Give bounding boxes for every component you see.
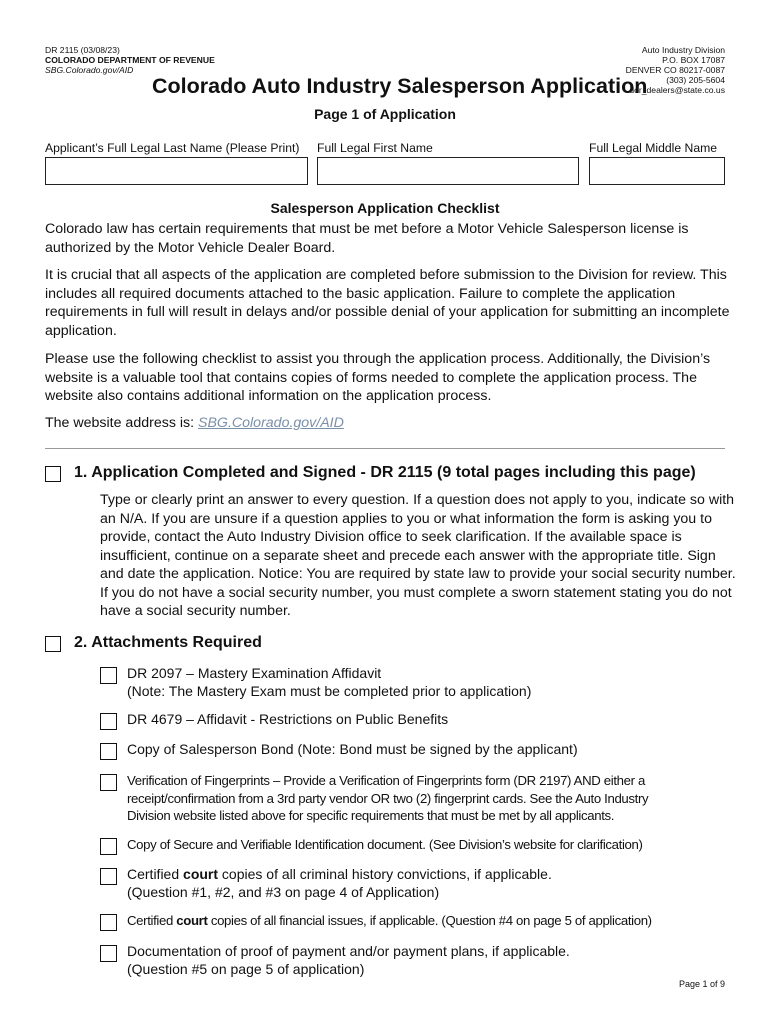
item1-heading: 1. Application Completed and Signed - DR 2115 (9 total pages including this page) [74, 464, 696, 481]
attachment-text: Division website listed above for specific requirements that must be met by all applicants. [127, 808, 615, 823]
website-prefix: The website address is: [45, 415, 198, 431]
item2-checkbox[interactable] [45, 636, 61, 652]
attachment-text: Certified court copies of all financial issues, if applicable. (Question #4 on page 5 of application) [127, 913, 652, 928]
form-header-left [45, 45, 215, 75]
item2-heading: 2. Attachments Required [74, 634, 262, 651]
division-po-box: P.O. BOX 17087 [662, 55, 725, 65]
intro-text-1: Colorado law has certain requirements that must be met before a Motor Vehicle Salesperson license is authorized by the Motor Vehicle Dealer Board. [45, 221, 689, 256]
attachment-checkbox-fingerprints[interactable] [100, 774, 117, 791]
attachment-dr2097 [127, 665, 737, 700]
department-name: COLORADO DEPARTMENT OF REVENUE [45, 55, 215, 65]
attachment-checkbox-proof-of-payment[interactable] [100, 945, 117, 962]
division-city-zip: DENVER CO 80217-0087 [625, 65, 725, 75]
attachment-text: DR 4679 – Affidavit - Restrictions on Public Benefits [127, 711, 449, 727]
attachment-proof-of-payment [127, 943, 737, 978]
division-name: Auto Industry Division [641, 45, 725, 55]
attachment-text: Copy of Secure and Verifiable Identification document. (See Division’s website for clarification) [127, 837, 643, 852]
attachment-note: (Note: The Mastery Exam must be completed prior to application) [127, 682, 532, 699]
website-line [45, 414, 735, 433]
checklist-title: Salesperson Application Checklist [270, 200, 500, 216]
attachment-criminal-history [127, 866, 737, 901]
attachment-fingerprints [127, 772, 737, 825]
division-email: dor_dealers@state.co.us [629, 85, 725, 95]
attachment-text: Copy of Salesperson Bond (Note: Bond must be signed by the applicant) [127, 741, 578, 757]
division-phone: (303) 205-5604 [666, 75, 725, 85]
attachment-identification [127, 836, 737, 854]
intro-paragraph-3 [45, 350, 735, 406]
page-number: Page 1 of 9 [678, 979, 725, 989]
item1-checkbox[interactable] [45, 466, 61, 482]
intro-text-2: It is crucial that all aspects of the application are completed before submission to the Division for review. This includes all required documents attached to the basic application. Failure to complete the application requirements in full will result in delays and/or possible denial of your application for submitting an incomplete application. [45, 267, 730, 339]
attachment-checkbox-dr4679[interactable] [100, 713, 117, 730]
middle-name-field[interactable] [589, 157, 725, 185]
middle-name-label: Full Legal Middle Name [589, 141, 718, 155]
attachment-dr4679 [127, 711, 737, 729]
attachment-checkbox-dr2097[interactable] [100, 667, 117, 684]
intro-paragraph-2 [45, 266, 735, 340]
department-website: SBG.Colorado.gov/AID [45, 65, 134, 75]
attachment-bond [127, 741, 737, 759]
attachment-text: Documentation of proof of payment and/or payment plans, if applicable. [127, 943, 570, 959]
attachment-checkbox-financial-issues[interactable] [100, 914, 117, 931]
form-id: DR 2115 (03/08/23) [45, 45, 120, 55]
attachment-text: Verification of Fingerprints – Provide a Verification of Fingerprints form (DR 2197) AND either a [127, 773, 645, 788]
form-title: Colorado Auto Industry Salesperson Application [152, 74, 648, 98]
attachment-checkbox-identification[interactable] [100, 838, 117, 855]
attachment-checkbox-criminal-history[interactable] [100, 868, 117, 885]
attachment-text: Certified court copies of all criminal history convictions, if applicable. [127, 866, 552, 882]
item1-description: Type or clearly print an answer to every question. If a question does not apply to you, indicate so with an N/A. If you are unsure if a question applies to you or what information the form is asking you to provide, contact the Auto Industry Division office to seek clarification. If the available space is insufficient, continue on a separate sheet and precede each answer with the appropriate title. Sign and date the application. Notice: You are required by state law to provide your social security number. If you do not have a social security number, you must complete a sworn statement stating you do not have a social security number. [100, 492, 736, 619]
attachment-text: DR 2097 – Mastery Examination Affidavit [127, 665, 382, 681]
first-name-label: Full Legal First Name [317, 141, 433, 155]
website-link[interactable]: SBG.Colorado.gov/AID [197, 415, 344, 431]
attachment-note: (Question #1, #2, and #3 on page 4 of Application) [127, 883, 440, 900]
last-name-label: Applicant’s Full Legal Last Name (Please Print) [45, 141, 300, 155]
attachment-text: receipt/confirmation from a 3rd party vendor OR two (2) fingerprint cards. See the Auto Industry [127, 790, 649, 806]
attachment-financial-issues [127, 912, 737, 930]
attachment-checkbox-bond[interactable] [100, 743, 117, 760]
last-name-field[interactable] [45, 157, 308, 185]
intro-paragraph-1 [45, 220, 735, 257]
page-heading: Page 1 of Application [314, 106, 456, 122]
section-divider [45, 448, 725, 449]
attachment-note: (Question #5 on page 5 of application) [127, 960, 365, 977]
first-name-field[interactable] [317, 157, 579, 185]
intro-text-3: Please use the following checklist to assist you through the application process. Additionally, the Division’s website is a valuable tool that contains copies of forms needed to complete the application process. The website also contains additional information on the application process. [45, 351, 711, 404]
